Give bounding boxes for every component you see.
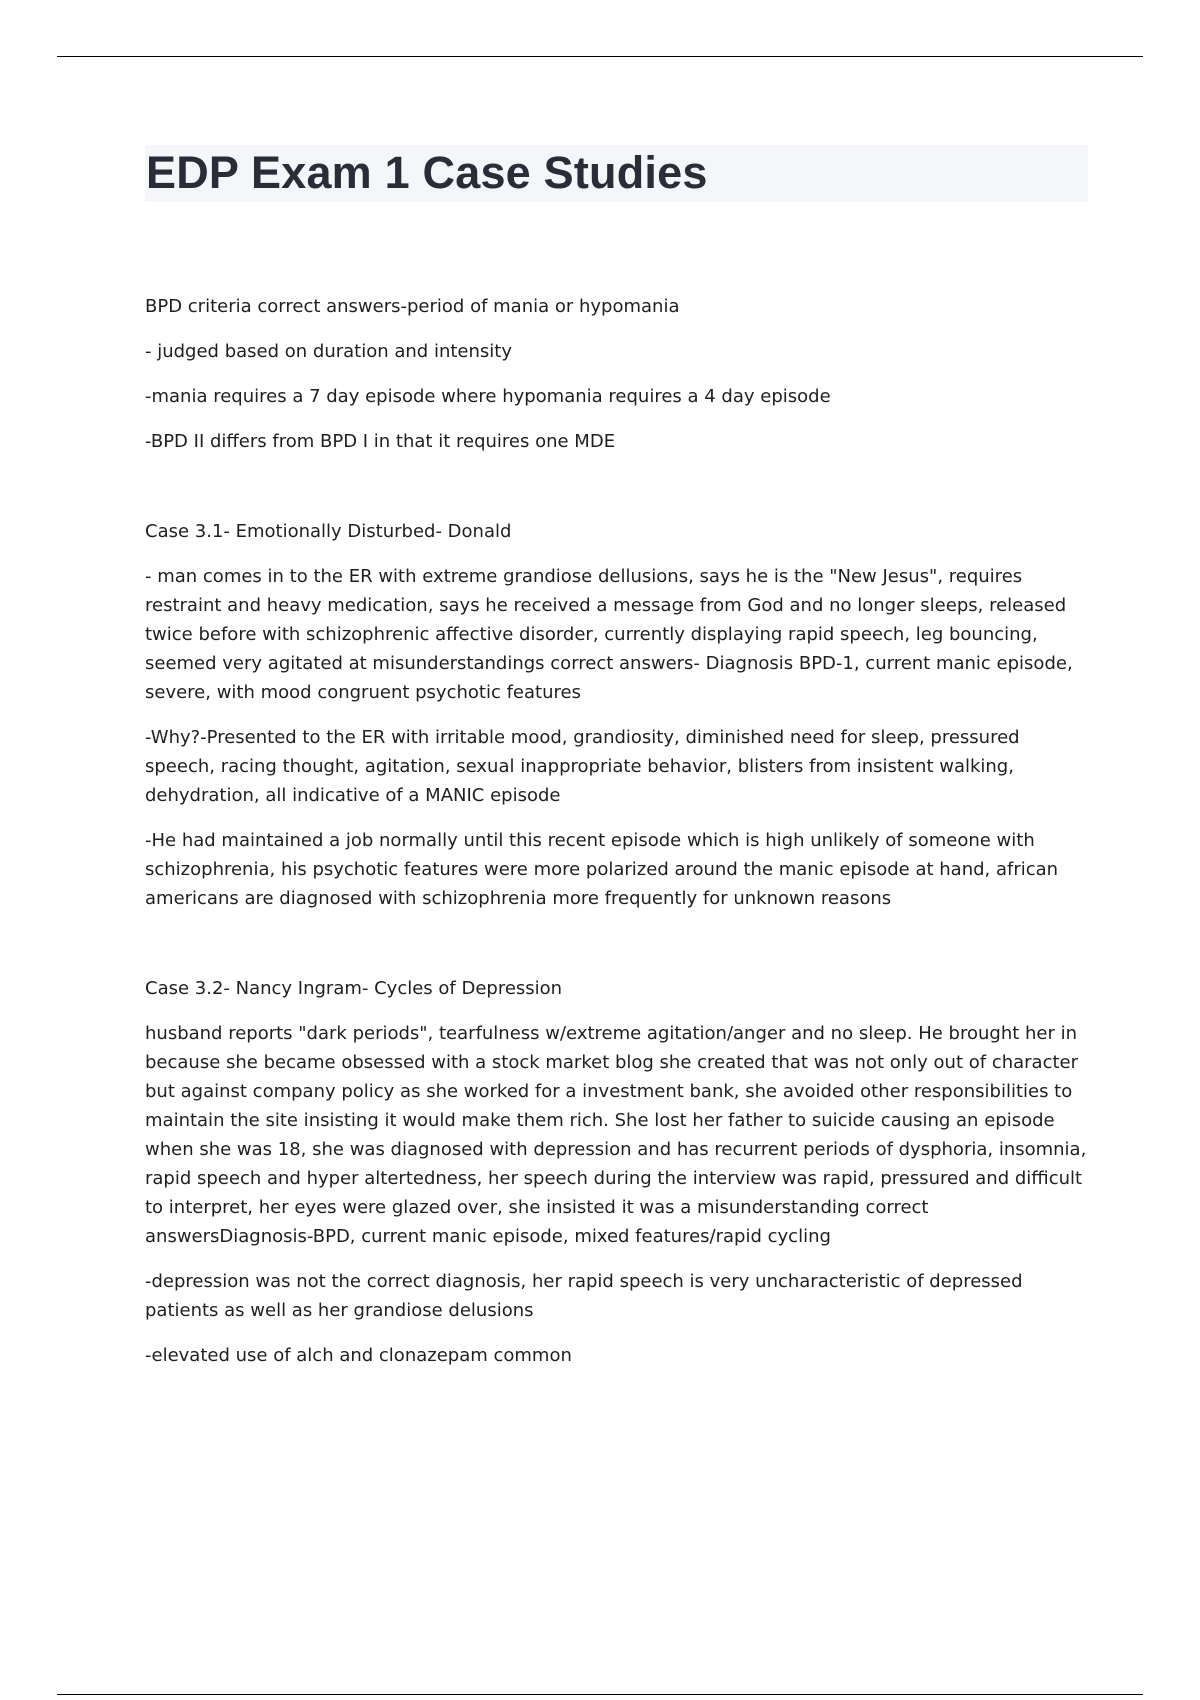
document-title: EDP Exam 1 Case Studies xyxy=(146,147,708,198)
top-rule xyxy=(57,56,1143,57)
paragraph: -Why?-Presented to the ER with irritable mood, grandiosity, diminished need for sleep, pressured speech, racing thought, agitation, sexual inappropriate behavior, blisters from insistent walking, dehydration, all indicative of a MANIC episode xyxy=(145,727,1020,806)
case-heading: Case 3.2- Nancy Ingram- Cycles of Depression xyxy=(145,978,563,999)
paragraph: -elevated use of alch and clonazepam common xyxy=(145,1345,572,1366)
case-heading: Case 3.1- Emotionally Disturbed- Donald xyxy=(145,521,512,542)
section-gap xyxy=(145,929,1090,974)
document-body xyxy=(145,292,1090,1386)
paragraph: - judged based on duration and intensity xyxy=(145,341,512,362)
paragraph: - man comes in to the ER with extreme grandiose dellusions, says he is the "New Jesus", requires restraint and heavy medication, says he received a message from God and no longer sleeps, released twice before with schizophrenic affective disorder, currently displaying rapid speech, leg bouncing, seemed very agitated at misunderstandings correct answers- Diagnosis BPD-1, current manic episode, severe, with mood congruent psychotic features xyxy=(145,566,1073,703)
paragraph: -He had maintained a job normally until this recent episode which is high unlikely of someone with schizophrenia, his psychotic features were more polarized around the manic episode at hand, african americans are diagnosed with schizophrenia more frequently for unknown reasons xyxy=(145,830,1059,909)
paragraph: -mania requires a 7 day episode where hypomania requires a 4 day episode xyxy=(145,386,831,407)
paragraph: husband reports "dark periods", tearfulness w/extreme agitation/anger and no sleep. He brought her in because she became obsessed with a stock market blog she created that was not only out of character but against company policy as she worked for a investment bank, she avoided other responsibilities to maintain the site insisting it would make them rich. She lost her father to suicide causing an episode when she was 18, she was diagnosed with depression and has recurrent periods of dysphoria, insomnia, rapid speech and hyper altertedness, her speech during the interview was rapid, pressured and difficult to interpret, her eyes were glazed over, she insisted it was a misunderstanding correct answersDiagnosis-BPD, current manic episode, mixed features/rapid cycling xyxy=(145,1023,1087,1247)
paragraph: -depression was not the correct diagnosis, her rapid speech is very uncharacteristic of depressed patients as well as her grandiose delusions xyxy=(145,1271,1023,1321)
bottom-rule xyxy=(57,1694,1143,1695)
paragraph: -BPD II differs from BPD I in that it requires one MDE xyxy=(145,431,616,452)
paragraph: BPD criteria correct answers-period of mania or hypomania xyxy=(145,296,680,317)
section-gap xyxy=(145,472,1090,517)
